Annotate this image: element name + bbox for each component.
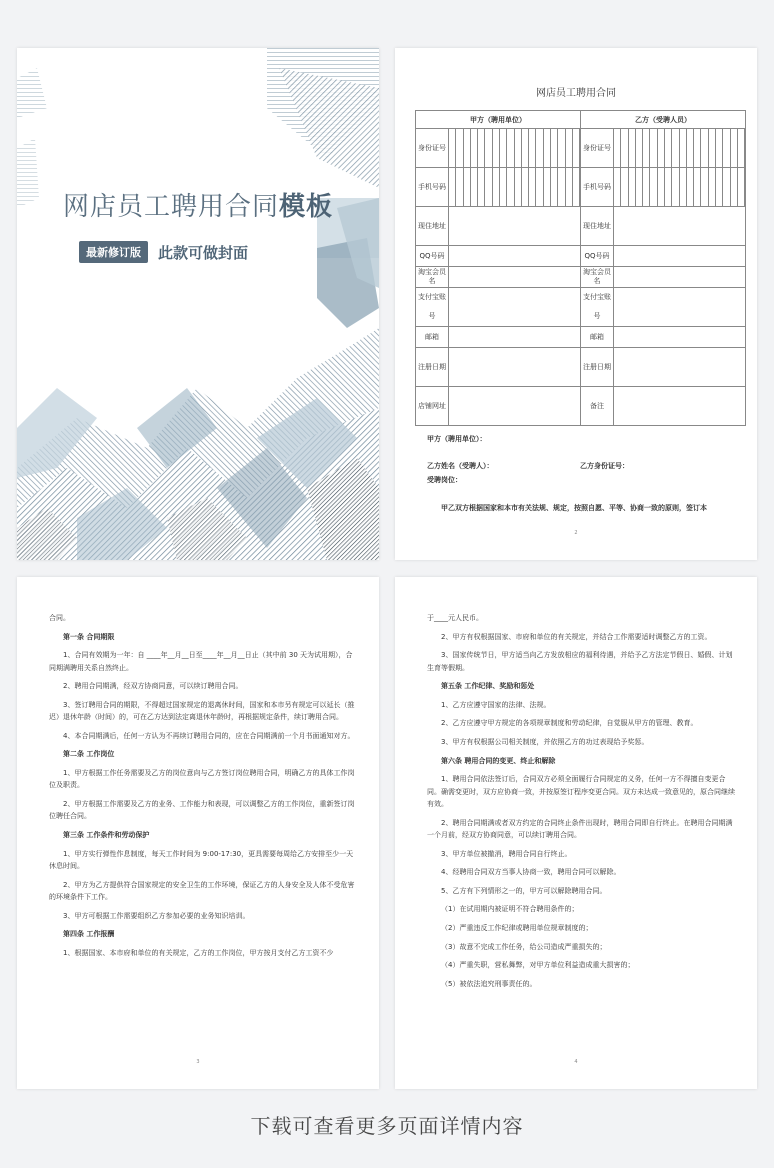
party-b-field-value[interactable] — [614, 246, 746, 267]
table-row — [416, 387, 746, 426]
digit-cell — [723, 129, 730, 167]
party-info-table — [415, 110, 746, 426]
digit-cell — [687, 129, 694, 167]
digit-cell — [551, 129, 558, 167]
table-row — [416, 348, 746, 387]
party-a-line: 甲方（聘用单位）： — [427, 435, 487, 443]
digit-cell — [566, 168, 573, 206]
digit-cell — [449, 168, 456, 206]
text-page-4 — [395, 577, 757, 1089]
digit-cell — [493, 168, 500, 206]
cover-title-main: 网店员工聘用合同 — [62, 192, 279, 222]
digit-cell — [464, 129, 471, 167]
digit-cell — [485, 168, 492, 206]
digit-cell — [731, 168, 738, 206]
table-row — [416, 267, 746, 288]
digit-cell — [694, 129, 701, 167]
cover-page — [17, 48, 379, 560]
digit-cell — [665, 168, 672, 206]
paragraph: （1）在试用期内被证明不符合聘用条件的； — [441, 905, 579, 914]
paragraph: 2、聘用合同期满，经双方协商同意，可以续订聘用合同。 — [63, 682, 243, 691]
section-heading: 第六条 聘用合同的变更、终止和解除 — [441, 756, 556, 765]
digit-cell — [566, 129, 573, 167]
digit-cell — [449, 129, 456, 167]
digit-cell — [464, 168, 471, 206]
cover-title — [17, 186, 379, 223]
party-a-field-label: 淘宝会员名 — [416, 267, 449, 288]
party-a-field-label: 店铺网址 — [416, 387, 449, 426]
digit-cell — [544, 168, 551, 206]
party-b-field-label: 邮箱 — [581, 327, 614, 348]
party-b-field-value[interactable] — [614, 129, 746, 168]
paragraph: 2、甲方有权根据国家、市府和单位的有关规定，并结合工作需要适时调整乙方的工资。 — [441, 632, 712, 641]
paragraph: 4、经聘用合同双方当事人协商一致，聘用合同可以解除。 — [441, 868, 621, 877]
digit-cell — [672, 129, 679, 167]
digit-cell — [738, 129, 745, 167]
digit-grid — [449, 168, 580, 206]
party-b-field-label: QQ号码 — [581, 246, 614, 267]
party-b-field-label: 备注 — [581, 387, 614, 426]
party-b-field-label: 淘宝会员名 — [581, 267, 614, 288]
party-b-name-line: 乙方姓名（受聘人）： — [427, 462, 494, 470]
digit-cell — [621, 168, 628, 206]
party-a-field-label: 注册日期 — [416, 348, 449, 387]
digit-cell — [680, 129, 687, 167]
paragraph: 于____元人民币。 — [427, 614, 483, 622]
digit-cell — [716, 129, 723, 167]
paragraph: 3、国家传统节日，甲方适当向乙方发放相应的福利待遇，并给予乙方法定节假日、婚假、计划生育等假期。 — [427, 651, 733, 672]
table-row — [416, 288, 746, 327]
digit-cell — [544, 129, 551, 167]
digit-cell — [643, 129, 650, 167]
page-3-body — [49, 612, 359, 965]
paragraph: 3、甲方可根据工作需要组织乙方参加必要的业务知识培训。 — [63, 911, 250, 920]
section-heading: 第四条 工作报酬 — [63, 930, 115, 939]
digit-cell — [500, 129, 507, 167]
party-b-field-value[interactable] — [614, 387, 746, 426]
party-b-field-value[interactable] — [614, 288, 746, 327]
paragraph: 3、甲方有权根据公司相关制度，并依照乙方的功过表现给予奖惩。 — [441, 737, 649, 746]
paragraph: 3、甲方单位被撤消，聘用合同自行终止。 — [441, 849, 572, 858]
digit-cell — [456, 129, 463, 167]
page-4-body — [427, 612, 737, 996]
party-b-field-label: 现住地址 — [581, 207, 614, 246]
digit-cell — [529, 168, 536, 206]
digit-cell — [478, 129, 485, 167]
digit-cell — [643, 168, 650, 206]
digit-cell — [515, 168, 522, 206]
digit-cell — [507, 129, 514, 167]
party-b-field-label: 手机号码 — [581, 168, 614, 207]
party-a-field-label: 支付宝账号 — [416, 288, 449, 327]
text-page-3 — [17, 577, 379, 1089]
table-row — [416, 129, 746, 168]
digit-cell — [629, 129, 636, 167]
party-b-id-line: 乙方身份证号： — [580, 462, 629, 470]
digit-cell — [709, 168, 716, 206]
party-b-field-value[interactable] — [614, 327, 746, 348]
digit-cell — [536, 129, 543, 167]
table-header-row — [416, 111, 746, 129]
digit-cell — [687, 168, 694, 206]
cover-title-bold: 模板 — [279, 192, 334, 222]
party-b-field-value[interactable] — [614, 168, 746, 207]
party-a-field-label: 手机号码 — [416, 168, 449, 207]
digit-cell — [573, 129, 580, 167]
digit-cell — [731, 129, 738, 167]
digit-cell — [636, 168, 643, 206]
table-row — [416, 327, 746, 348]
download-more-link[interactable]: 下载可查看更多页面详情内容 — [250, 1114, 524, 1138]
paragraph: 1、甲方根据工作任务需要及乙方的岗位意向与乙方签订岗位聘用合同，明确乙方的具体工作岗位及职责。 — [49, 768, 355, 790]
digit-cell — [716, 168, 723, 206]
paragraph: 1、根据国家、本市府和单位的有关规定，乙方的工作岗位，甲方按月支付乙方工资不少 — [63, 948, 334, 957]
post-line: 受聘岗位： — [427, 476, 462, 484]
digit-grid — [614, 168, 745, 206]
paragraph: 2、甲方为乙方提供符合国家规定的安全卫生的工作环境，保证乙方的人身安全及人体不受危害的环境条件下工作。 — [49, 880, 355, 901]
digit-cell — [551, 168, 558, 206]
party-a-field-value[interactable] — [449, 327, 581, 348]
digit-cell — [629, 168, 636, 206]
paragraph: 1、聘用合同依法签订后，合同双方必须全面履行合同规定的义务，任何一方不得擅自变更合同。确需变更时，双方应协商一致，并按原签订程序变更合同。双方未达成一致意见的，原合同继续有效。 — [427, 775, 735, 808]
digit-cell — [500, 168, 507, 206]
page-number: 3 — [196, 1059, 200, 1065]
paragraph: 2、甲方根据工作需要及乙方的业务、工作能力和表现，可以调整乙方的工作岗位，重新签订岗位聘任合同。 — [49, 799, 355, 821]
table-row — [416, 207, 746, 246]
digit-cell — [701, 168, 708, 206]
digit-cell — [658, 168, 665, 206]
digit-cell — [471, 129, 478, 167]
party-a-field-value[interactable] — [449, 246, 581, 267]
party-b-field-label: 支付宝账号 — [581, 288, 614, 327]
contract-title: 网店员工聘用合同 — [536, 88, 616, 99]
paragraph: 合同。 — [49, 614, 70, 622]
digit-cell — [478, 168, 485, 206]
digit-cell — [694, 168, 701, 206]
paragraph: 5、乙方有下列情形之一的，甲方可以解除聘用合同。 — [441, 886, 607, 895]
party-a-field-value[interactable] — [449, 207, 581, 246]
digit-cell — [650, 129, 657, 167]
paragraph: 1、甲方实行弹性作息制度，每天工作时间为 9:00-17:30，更具需要每周给乙方安排至少一天休息时间。 — [49, 849, 354, 870]
paragraph: （5）被依法追究刑事责任的。 — [441, 979, 537, 988]
digit-cell — [456, 168, 463, 206]
paragraph: （4）严重失职，营私舞弊，对甲方单位利益造成重大损害的； — [441, 961, 635, 970]
digit-cell — [522, 129, 529, 167]
party-b-field-label: 身份证号 — [581, 129, 614, 168]
party-a-field-label: 邮箱 — [416, 327, 449, 348]
digit-cell — [485, 129, 492, 167]
party-b-field-label: 注册日期 — [581, 348, 614, 387]
section-heading: 第三条 工作条件和劳动保护 — [63, 830, 150, 839]
digit-cell — [614, 168, 621, 206]
digit-cell — [493, 129, 500, 167]
cover-geometric-pattern — [17, 48, 379, 560]
section-heading: 第五条 工作纪律、奖励和惩处 — [441, 682, 535, 691]
digit-cell — [636, 129, 643, 167]
party-a-field-value[interactable] — [449, 168, 581, 207]
cover-subtitle: 此款可做封面 — [158, 243, 249, 262]
digit-grid — [449, 129, 580, 167]
party-a-field-value[interactable] — [449, 129, 581, 168]
revision-badge: 最新修订版 — [79, 241, 148, 263]
digit-cell — [665, 129, 672, 167]
section-heading: 第二条 工作岗位 — [63, 750, 115, 759]
digit-cell — [650, 168, 657, 206]
paragraph: （2）严重违反工作纪律或聘用单位规章制度的； — [441, 923, 593, 932]
digit-cell — [723, 168, 730, 206]
digit-cell — [507, 168, 514, 206]
paragraph: （3）故意不完成工作任务，给公司造成严重损失的； — [441, 942, 607, 951]
digit-cell — [701, 129, 708, 167]
digit-cell — [536, 168, 543, 206]
table-row — [416, 168, 746, 207]
party-a-field-value[interactable] — [449, 348, 581, 387]
form-page — [395, 48, 757, 560]
party-a-header: 甲方（聘用单位） — [416, 111, 581, 129]
digit-cell — [471, 168, 478, 206]
paragraph: 1、乙方应遵守国家的法律、法规。 — [441, 700, 551, 709]
digit-cell — [558, 168, 565, 206]
digit-cell — [709, 129, 716, 167]
digit-cell — [658, 129, 665, 167]
digit-cell — [614, 129, 621, 167]
party-a-field-label: 身份证号 — [416, 129, 449, 168]
paragraph: 3、签订聘用合同的期限，不得超过国家规定的退离休时间，国家和本市另有规定可以延长（推迟）退休年龄（时间）的，可在乙方达到法定离退休年龄时，再根据规定条件，续订聘用合同。 — [49, 700, 355, 722]
paragraph: 1、合同有效期为一年：自 ____年__月__日至____年__月__日止（其中前 30 天为试用期），合同期满聘用关系自然终止。 — [49, 651, 353, 672]
party-a-field-label: QQ号码 — [416, 246, 449, 267]
digit-grid — [614, 129, 745, 167]
digit-cell — [522, 168, 529, 206]
page-number: 4 — [574, 1059, 578, 1065]
party-a-field-value[interactable] — [449, 387, 581, 426]
digit-cell — [573, 168, 580, 206]
party-a-field-value[interactable] — [449, 288, 581, 327]
intro-line: 甲乙双方根据国家和本市有关法规、规定，按照自愿、平等、协商一致的原则，签订本 — [441, 504, 707, 512]
party-b-field-value[interactable] — [614, 267, 746, 288]
digit-cell — [558, 129, 565, 167]
digit-cell — [672, 168, 679, 206]
paragraph: 2、聘用合同期满或者双方约定的合同终止条件出现时，聘用合同即自行终止。在聘用合同期满一个月前，经双方协商同意，可以续订聘用合同。 — [427, 818, 733, 839]
section-heading: 第一条 合同期限 — [63, 632, 115, 641]
digit-cell — [515, 129, 522, 167]
table-row — [416, 246, 746, 267]
cover-subtitle-row — [79, 242, 248, 262]
paragraph: 2、乙方应遵守甲方规定的各项规章制度和劳动纪律，自觉服从甲方的管理、教育。 — [441, 719, 698, 728]
party-a-field-label: 现住地址 — [416, 207, 449, 246]
digit-cell — [738, 168, 745, 206]
digit-cell — [621, 129, 628, 167]
party-b-field-value[interactable] — [614, 207, 746, 246]
paragraph: 4、本合同期满后，任何一方认为不再续订聘用合同的，应在合同期满前一个月书面通知对方。 — [63, 731, 355, 740]
digit-cell — [529, 129, 536, 167]
party-b-header: 乙方（受聘人员） — [581, 111, 746, 129]
party-b-field-value[interactable] — [614, 348, 746, 387]
party-a-field-value[interactable] — [449, 267, 581, 288]
page-number: 2 — [574, 530, 578, 536]
digit-cell — [680, 168, 687, 206]
